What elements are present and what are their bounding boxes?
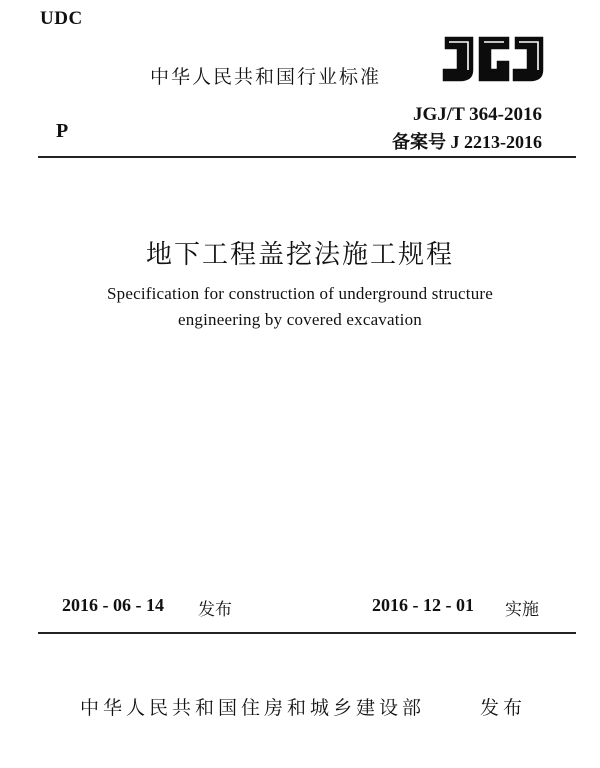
classification-letter: P [56,120,69,142]
publisher-name: 中华人民共和国住房和城乡建设部 [80,697,426,719]
industry-standard-heading: 中华人民共和国行业标准 [150,66,382,88]
title-chinese: 地下工程盖挖法施工规程 [145,240,454,270]
implementation-date: 2016 - 12 - 01 [372,595,474,615]
issue-label: 发布 [198,600,232,620]
issue-date: 2016 - 06 - 14 [62,595,164,615]
jgj-logo-graphic [440,34,548,84]
bottom-divider [38,632,576,634]
publish-label: 发布 [480,697,527,719]
implementation-label: 实施 [505,600,539,620]
record-number: 备案号 J 2213-2016 [392,132,542,152]
udc-label: UDC [40,8,83,29]
standard-code: JGJ/T 364-2016 [413,104,542,125]
title-english-line-2: engineering by covered excavation [177,310,423,329]
jgj-logo [440,34,548,84]
top-divider [38,156,576,158]
title-english-line-1: Specification for construction of underground structure [107,284,493,303]
